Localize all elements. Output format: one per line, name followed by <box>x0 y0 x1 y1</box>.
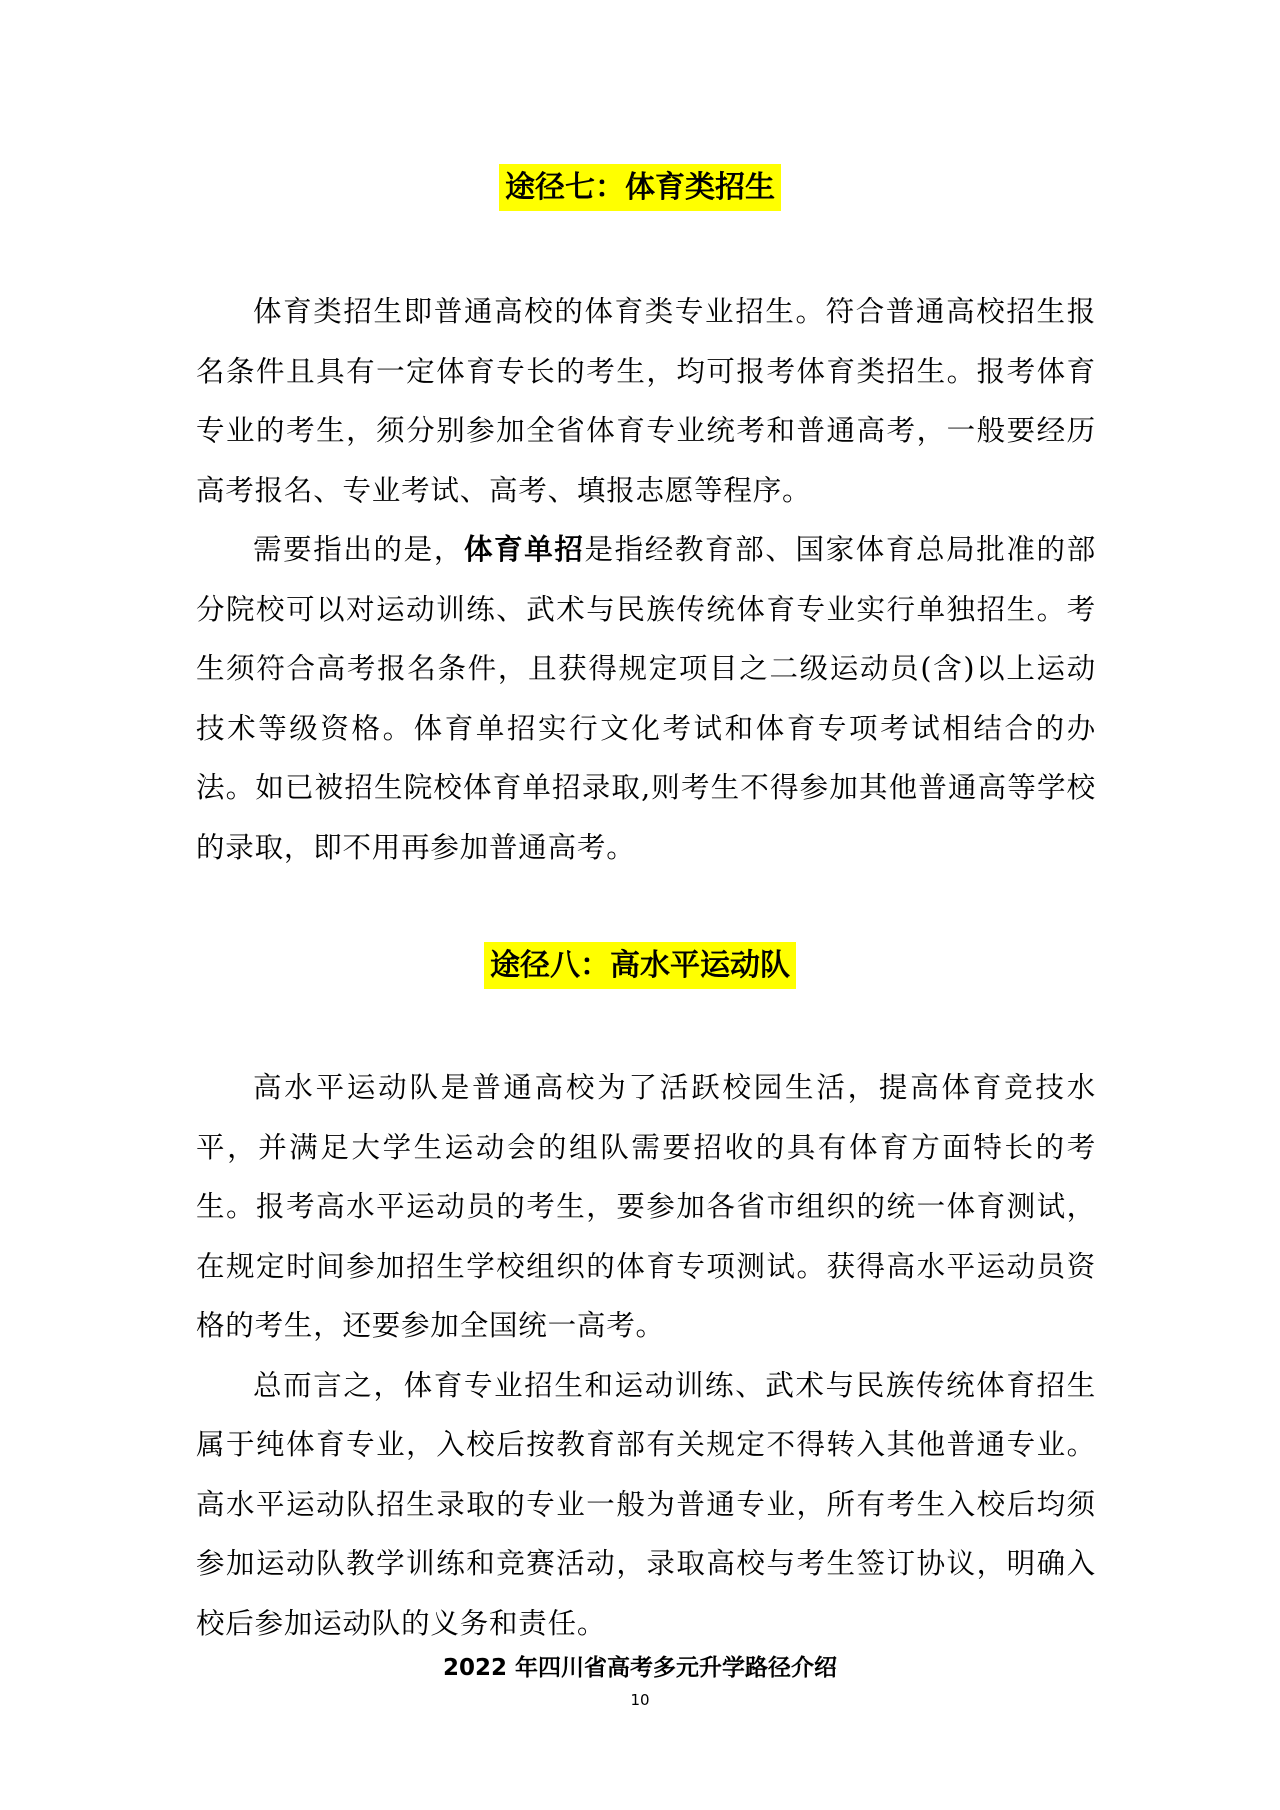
section-body-sports-admission <box>196 282 1096 877</box>
paragraph: 高水平运动队是普通高校为了活跃校园生活，提高体育竞技水平，并满足大学生运动会的组队需要招收的具有体育方面特长的考生。报考高水平运动员的考生，要参加各省市组织的统一体育测试，在规定时间参加招生学校组织的体育专项测试。获得高水平运动员资格的考生，还要参加全国统一高考。 <box>196 1071 1096 1342</box>
paragraph-text: 需要指出的是， <box>253 533 464 566</box>
page-number: 10 <box>630 1691 650 1709</box>
footer-title: 2022 年四川省高考多元升学路径介绍 <box>442 1655 838 1681</box>
bold-term: 体育单招 <box>463 532 585 566</box>
section-heading-high-level-team <box>0 944 1280 988</box>
section-heading-sports-admission <box>0 166 1280 210</box>
paragraph: 体育类招生即普通高校的体育类专业招生。符合普通高校招生报名条件且具有一定体育专长的考生，均可报考体育类招生。报考体育专业的考生，须分别参加全省体育专业统考和普通高考，一般要经历高考报名、专业考试、高考、填报志愿等程序。 <box>196 295 1096 507</box>
section-body-high-level-team <box>196 1058 1096 1653</box>
section-heading-text: 途径八：高水平运动队 <box>484 942 796 989</box>
paragraph <box>196 520 1096 877</box>
paragraph: 总而言之，体育专业招生和运动训练、武术与民族传统体育招生属于纯体育专业，入校后按教育部有关规定不得转入其他普通专业。高水平运动队招生录取的专业一般为普通专业，所有考生入校后均须参加运动队教学训练和竞赛活动，录取高校与考生签订协议，明确入校后参加运动队的义务和责任。 <box>196 1368 1096 1640</box>
section-heading-text: 途径七：体育类招生 <box>499 164 781 211</box>
paragraph-text: 是指经教育部、国家体育总局批准的部分院校可以对运动训练、武术与民族传统体育专业实行单独招生。考生须符合高考报名条件，且获得规定项目之二级运动员(含)以上运动技术等级资格。体育单招实行文化考试和体育专项考试相结合的办法。如已被招生院校体育单招录取,则考生不得参加其他普通高等学校的录取，即不用再参加普通高考。 <box>196 533 1096 864</box>
